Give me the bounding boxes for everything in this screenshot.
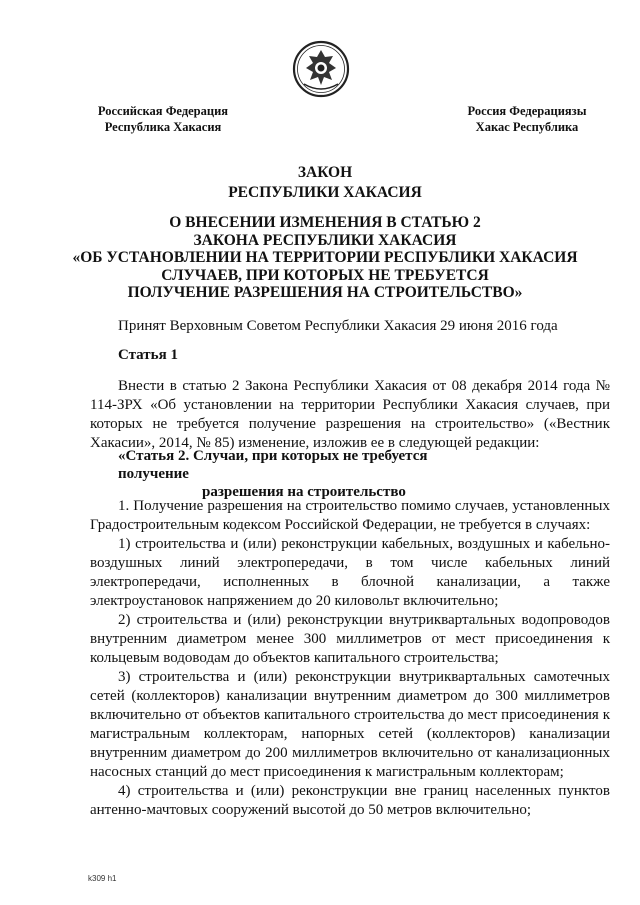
list-item: 1) строительства и (или) реконструкции кабельных, воздушных и кабельно-воздушных линий электропередачи, в том числе кабельных линий электропередачи, исполненных в блочной канализации, а также электроустановок напряжением до 20 киловольт включительно; bbox=[90, 536, 610, 609]
header-right-line-2: Хакас Республика bbox=[475, 120, 579, 134]
amended-heading-line-2: разрешения на строительство bbox=[202, 484, 406, 500]
law-subject bbox=[60, 214, 590, 302]
document-code: k309 h1 bbox=[88, 874, 117, 883]
amended-heading-line-1: «Статья 2. Случаи, при которых не требуется получение bbox=[118, 448, 428, 482]
list-item: 2) строительства и (или) реконструкции внутриквартальных водопроводов внутренним диаметром менее 300 миллиметров от мест присоединения к кольцевым водоводам до объектов капитального строительства; bbox=[90, 612, 610, 666]
title-line-2: РЕСПУБЛИКИ ХАКАСИЯ bbox=[228, 184, 422, 201]
article-heading: Статья 1 bbox=[118, 347, 178, 363]
subject-line-4: СЛУЧАЕВ, ПРИ КОТОРЫХ НЕ ТРЕБУЕТСЯ bbox=[161, 266, 489, 284]
subject-line-1: О ВНЕСЕНИИ ИЗМЕНЕНИЯ В СТАТЬЮ 2 bbox=[169, 214, 481, 231]
list-item: 3) строительства и (или) реконструкции внутриквартальных самотечных сетей (коллекторов) канализации внутренним диаметром до 300 миллиметров включительно от объектов капитального строительства до мест присоединения к магистральным коллекторам, напорных сетей (коллекторов) канализации внутренним диаметром до 200 миллиметров включительно от канализационных насосных станций до мест присоединения к магистральным коллекторам; bbox=[90, 669, 610, 780]
law-title bbox=[60, 163, 590, 203]
header-left-block bbox=[88, 103, 238, 135]
paragraph: 1. Получение разрешения на строительство помимо случаев, установленных Градостроительным кодексом Российской Федерации, не требуется в случаях: bbox=[90, 498, 610, 533]
coat-of-arms-emblem bbox=[292, 40, 350, 98]
adoption-line: Принят Верховным Советом Республики Хакасия 29 июня 2016 года bbox=[118, 318, 558, 334]
subject-line-2: ЗАКОНА РЕСПУБЛИКИ ХАКАСИЯ bbox=[193, 231, 457, 249]
subject-line-3: «ОБ УСТАНОВЛЕНИИ НА ТЕРРИТОРИИ РЕСПУБЛИКИ ХАКАСИЯ bbox=[72, 249, 578, 266]
article-body bbox=[90, 497, 610, 820]
header-right-line-1: Россия Федерациязы bbox=[467, 104, 587, 118]
title-line-1: ЗАКОН bbox=[297, 164, 353, 181]
list-item: 4) строительства и (или) реконструкции вне границ населенных пунктов антенно-мачтовых сооружений высотой до 50 метров включительно; bbox=[90, 783, 610, 818]
header-left-line-1: Российская Федерация bbox=[97, 104, 229, 118]
header-right-block bbox=[452, 103, 602, 135]
amended-article-heading bbox=[118, 447, 478, 501]
header-left-line-2: Республика Хакасия bbox=[104, 120, 222, 134]
subject-line-5: ПОЛУЧЕНИЕ РАЗРЕШЕНИЯ НА СТРОИТЕЛЬСТВО» bbox=[127, 284, 523, 301]
article-text: Внести в статью 2 Закона Республики Хакасия от 08 декабря 2014 года № 114-ЗРХ «Об установлении на территории Республики Хакасия случаев, при которых не требуется получение разрешения на строительство» («Вестник Хакасии», 2014, № 85) изменение, изложив ее в следующей редакции: bbox=[90, 378, 610, 451]
